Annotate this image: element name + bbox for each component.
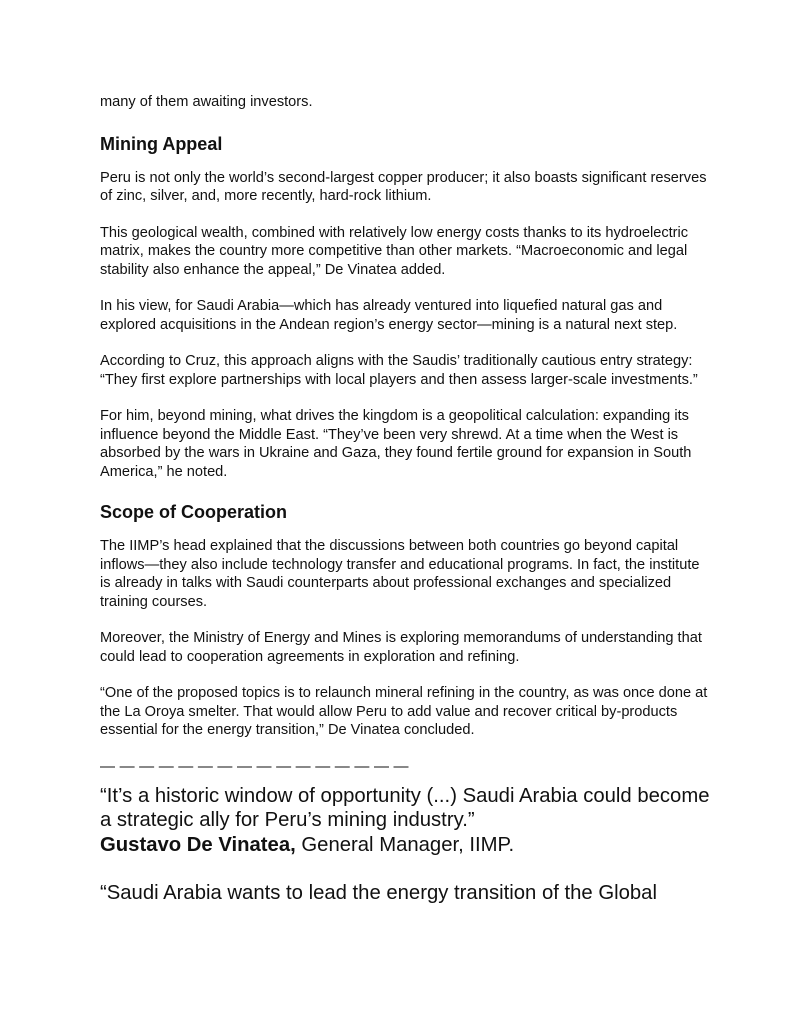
paragraph: According to Cruz, this approach aligns with the Saudis’ traditionally cautious entry strategy: “They first explore partnerships with local players and then assess larger-scale investments.” [100,353,698,388]
intro-fragment: many of them awaiting investors. [100,94,313,110]
pull-quote-author: Gustavo De Vinatea, [100,833,296,856]
paragraph: Moreover, the Ministry of Energy and Mines is exploring memorandums of understanding that could lead to cooperation agreements in exploration and refining. [100,630,702,665]
divider: — — — — — — — — — — — — — — — — [100,757,409,775]
section-heading-mining-appeal: Mining Appeal [100,133,223,154]
pull-quote [100,881,710,906]
pull-quote-role: General Manager, IIMP. [295,833,515,856]
pull-quote-attribution [100,833,710,858]
pull-quote [100,784,710,858]
article-page [100,93,710,906]
paragraph: The IIMP’s head explained that the discussions between both countries go beyond capital inflows—they also include technology transfer and educational programs. In fact, the institute is already in talks with Saudi counterparts about professional exchanges and specialized training courses. [100,538,700,610]
paragraph: This geological wealth, combined with relatively low energy costs thanks to its hydroelectric matrix, makes the country more competitive than other markets. “Macroeconomic and legal stability also enhance the appeal,” De Vinatea added. [100,224,689,278]
paragraph: Peru is not only the world’s second-largest copper producer; it also boasts significant reserves of zinc, silver, and, more recently, hard-rock lithium. [100,169,707,204]
paragraph: For him, beyond mining, what drives the kingdom is a geopolitical calculation: expanding its influence beyond the Middle East. “They’ve been very shrewd. At a time when the West is absorbed by the wars in Ukraine and Gaza, they found fertile ground for expansion in South America,” he noted. [100,408,692,480]
pull-quote-text: “Saudi Arabia wants to lead the energy transition of the Global [100,882,657,904]
paragraph: “One of the proposed topics is to relaunch mineral refining in the country, as was once done at the La Oroya smelter. That would allow Peru to add value and recover critical by-products essential for the energy transition,” De Vinatea concluded. [100,685,708,738]
section-heading-scope-of-cooperation: Scope of Cooperation [100,502,288,522]
pull-quote-text: “It’s a historic window of opportunity (...) Saudi Arabia could become a strategic ally for Peru’s mining industry.” [100,784,710,831]
paragraph: In his view, for Saudi Arabia—which has already ventured into liquefied natural gas and explored acquisitions in the Andean region’s energy sector—mining is a natural next step. [100,298,678,333]
